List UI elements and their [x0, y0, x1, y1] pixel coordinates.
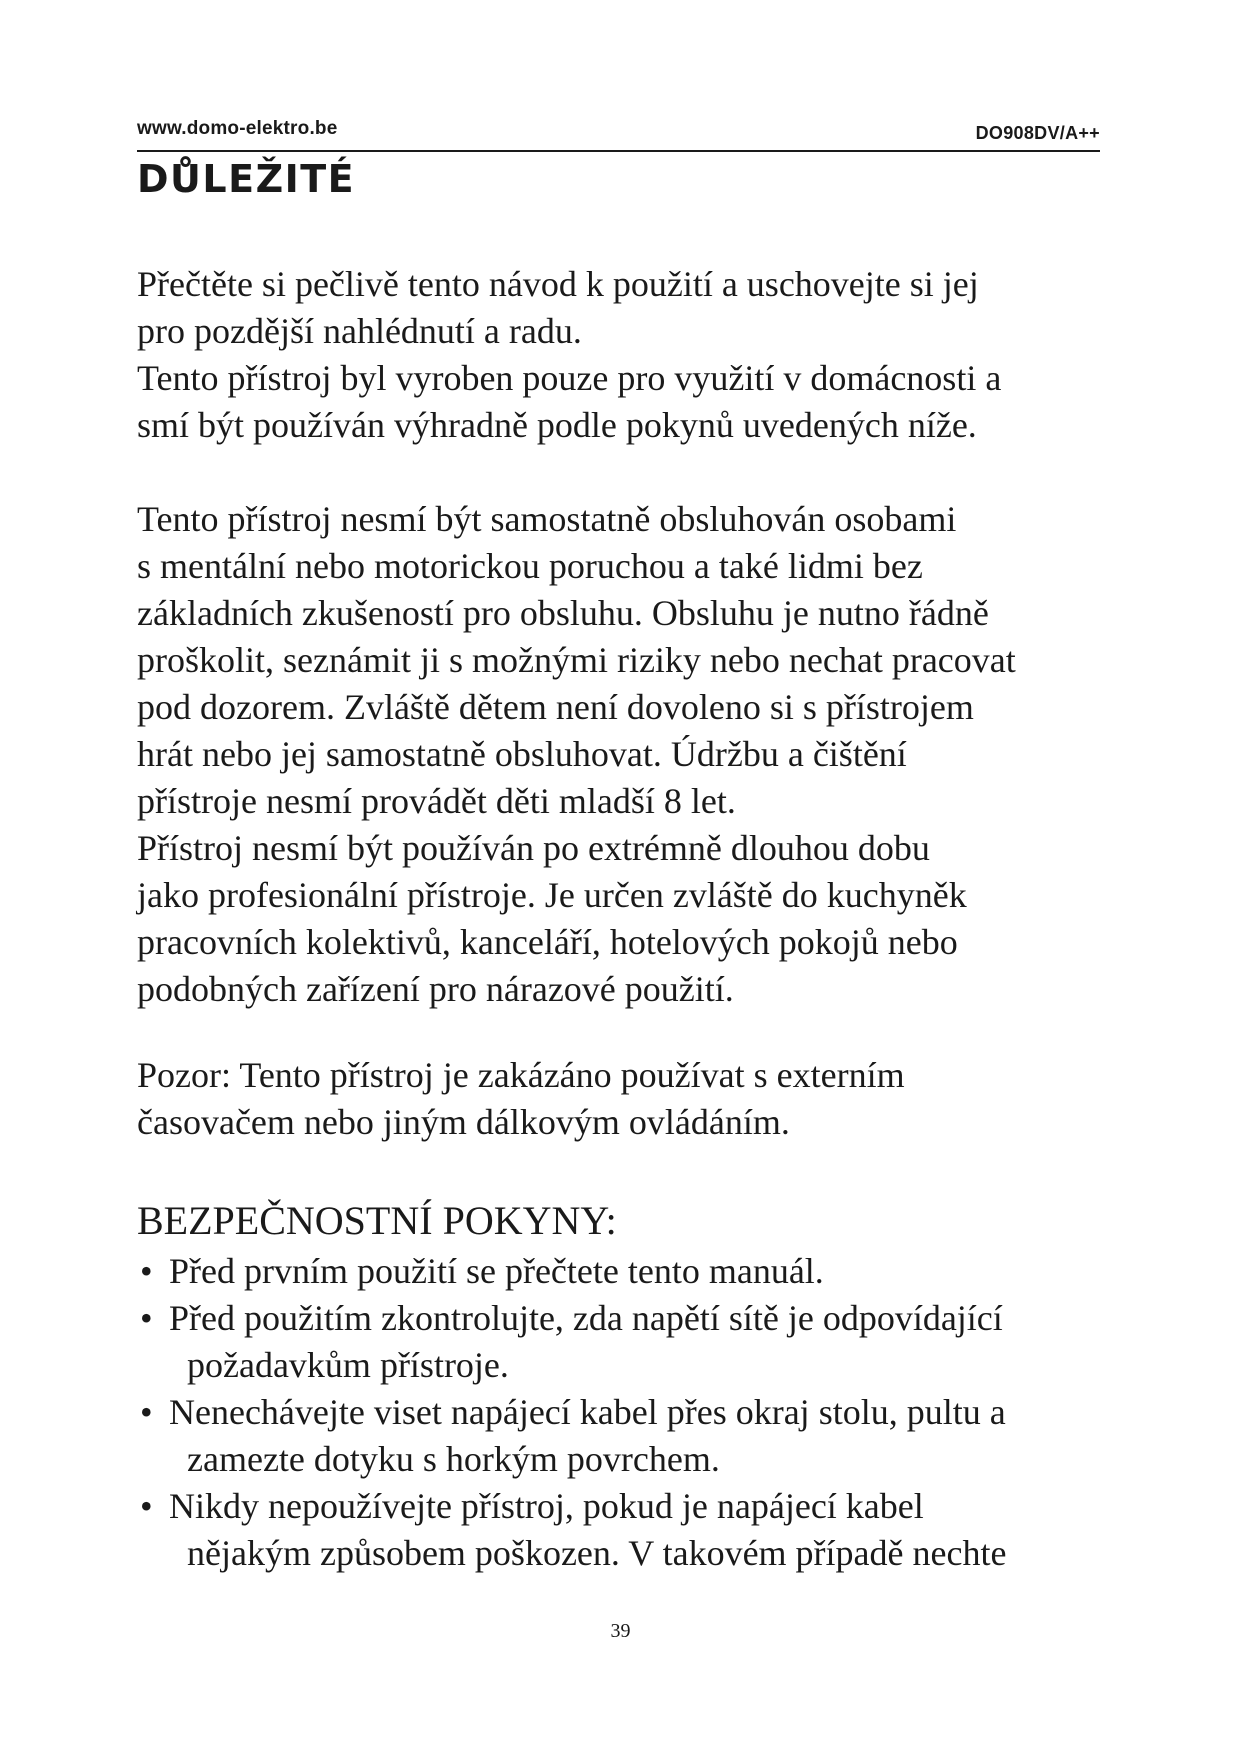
text-line: nějakým způsobem poškozen. V takovém případě nechte [187, 1533, 1007, 1573]
bullet-icon: • [140, 1251, 153, 1291]
usage-restrictions-paragraph [137, 496, 1117, 1013]
text-line: Přečtěte si pečlivě tento návod k použití a uschovejte si jej [137, 264, 979, 304]
text-line: proškolit, seznámit ji s možnými riziky nebo nechat pracovat [137, 640, 1016, 680]
text-line: zamezte dotyku s horkým povrchem. [187, 1439, 720, 1479]
safety-list [137, 1248, 1006, 1577]
list-item [137, 1389, 1006, 1483]
text-line: Před prvním použití se přečtete tento manuál. [169, 1251, 824, 1291]
text-line: smí být používán výhradně podle pokynů uvedených níže. [137, 405, 977, 445]
intro-paragraph [137, 261, 1117, 449]
text-line: podobných zařízení pro nárazové použití. [137, 969, 734, 1009]
text-line: hrát nebo jej samostatně obsluhovat. Údržbu a čištění [137, 734, 907, 774]
text-line: pro pozdější nahlédnutí a radu. [137, 311, 582, 351]
page-header [137, 118, 1100, 152]
list-item [137, 1295, 1006, 1389]
warning-paragraph [137, 1052, 1117, 1146]
text-line: pracovních kolektivů, kanceláří, hotelových pokojů nebo [137, 922, 958, 962]
website-url: www.domo-elektro.be [137, 118, 338, 139]
text-line: požadavkům přístroje. [187, 1345, 509, 1385]
model-number: DO908DV/A++ [975, 123, 1100, 143]
list-item [137, 1248, 1006, 1295]
page-title: DŮLEŽITÉ [137, 157, 356, 201]
text-line: jako profesionální přístroje. Je určen zvláště do kuchyněk [137, 875, 967, 915]
text-line: časovačem nebo jiným dálkovým ovládáním. [137, 1102, 790, 1142]
text-line: pod dozorem. Zvláště dětem není dovoleno si s přístrojem [137, 687, 974, 727]
bullet-icon: • [140, 1486, 153, 1526]
list-item [137, 1483, 1006, 1577]
text-line: s mentální nebo motorickou poruchou a také lidmi bez [137, 546, 923, 586]
safety-heading: BEZPEČNOSTNÍ POKYNY: [137, 1198, 617, 1243]
bullet-icon: • [140, 1298, 153, 1338]
text-line: Tento přístroj nesmí být samostatně obsluhován osobami [137, 499, 957, 539]
text-line: Přístroj nesmí být používán po extrémně dlouhou dobu [137, 828, 930, 868]
text-line: Nenechávejte viset napájecí kabel přes okraj stolu, pultu a [169, 1392, 1006, 1432]
page-number: 39 [610, 1620, 631, 1642]
text-line: Pozor: Tento přístroj je zakázáno používat s externím [137, 1055, 905, 1095]
text-line: Tento přístroj byl vyroben pouze pro využití v domácnosti a [137, 358, 1002, 398]
text-line: Nikdy nepoužívejte přístroj, pokud je napájecí kabel [169, 1486, 924, 1526]
text-line: Před použitím zkontrolujte, zda napětí sítě je odpovídající [169, 1298, 1003, 1338]
text-line: přístroje nesmí provádět děti mladší 8 let. [137, 781, 736, 821]
text-line: základních zkušeností pro obsluhu. Obsluhu je nutno řádně [137, 593, 989, 633]
bullet-icon: • [140, 1392, 153, 1432]
